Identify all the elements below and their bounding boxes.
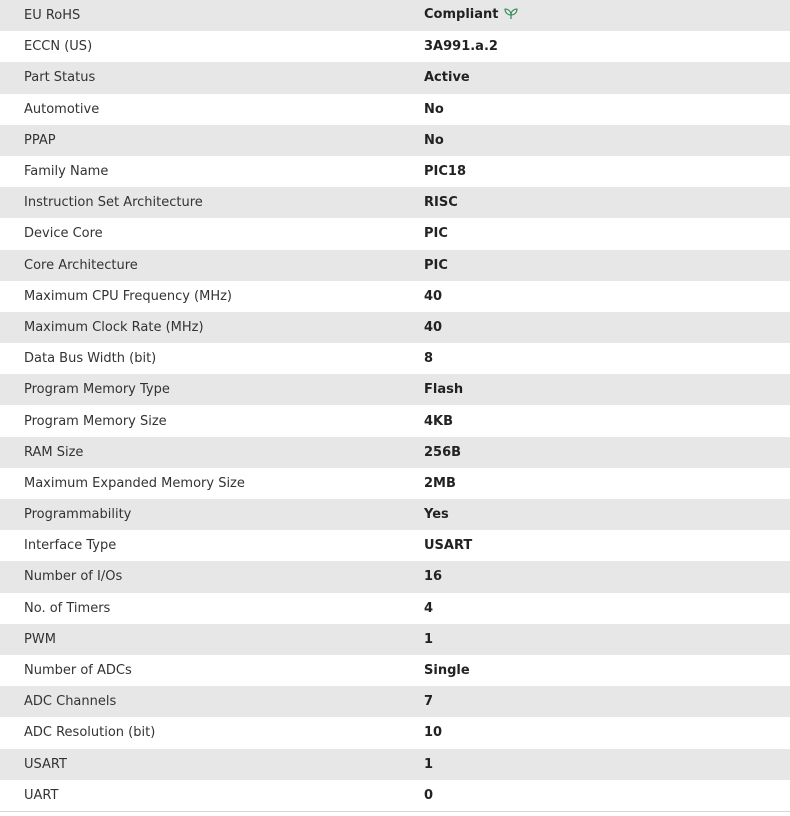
spec-value: 1 [424, 756, 434, 772]
spec-name: No. of Timers [24, 600, 111, 616]
spec-value: 0 [424, 787, 434, 803]
spec-value: PIC [424, 257, 448, 273]
spec-row [0, 530, 790, 561]
spec-name: UART [24, 787, 59, 803]
spec-value: 2MB [424, 475, 456, 491]
spec-name: RAM Size [24, 444, 84, 460]
spec-row [0, 31, 790, 62]
spec-name: ADC Resolution (bit) [24, 725, 156, 741]
spec-row [0, 561, 790, 592]
spec-name: Maximum CPU Frequency (MHz) [24, 288, 232, 304]
spec-value: Active [424, 70, 470, 86]
spec-row [0, 187, 790, 218]
spec-row [0, 405, 790, 436]
spec-value-text: Compliant [424, 7, 499, 23]
spec-value: USART [424, 538, 473, 554]
spec-row [0, 0, 790, 31]
spec-row [0, 468, 790, 499]
spec-row [0, 686, 790, 717]
spec-row [0, 125, 790, 156]
spec-value: PIC [424, 226, 448, 242]
leaf-icon [504, 8, 518, 24]
table-bottom-divider [0, 811, 790, 812]
spec-name: Data Bus Width (bit) [24, 351, 157, 367]
spec-name: USART [24, 756, 67, 772]
spec-value: No [424, 101, 444, 117]
spec-name: Maximum Expanded Memory Size [24, 475, 245, 491]
spec-name: PWM [24, 631, 56, 647]
spec-name: Automotive [24, 101, 100, 117]
spec-name: Number of ADCs [24, 663, 132, 679]
spec-value: 10 [424, 725, 443, 741]
spec-name: Part Status [24, 70, 96, 86]
spec-name: Programmability [24, 507, 132, 523]
spec-value: 7 [424, 694, 434, 710]
spec-value: 256B [424, 444, 462, 460]
spec-value: 4 [424, 600, 434, 616]
spec-row [0, 281, 790, 312]
spec-name: Program Memory Size [24, 413, 167, 429]
spec-value: 40 [424, 319, 443, 335]
spec-row [0, 62, 790, 93]
spec-name: Device Core [24, 226, 103, 242]
spec-name: ADC Channels [24, 694, 117, 710]
spec-row [0, 94, 790, 125]
spec-row [0, 749, 790, 780]
spec-value [412, 0, 790, 31]
spec-value: RISC [424, 195, 458, 211]
spec-name: Program Memory Type [24, 382, 170, 398]
spec-value: 4KB [424, 413, 454, 429]
spec-row [0, 593, 790, 624]
spec-name: Instruction Set Architecture [24, 195, 203, 211]
spec-row [0, 717, 790, 748]
spec-value: Flash [424, 382, 464, 398]
spec-row [0, 250, 790, 281]
spec-name: EU RoHS [24, 8, 81, 24]
spec-row [0, 780, 790, 811]
spec-row [0, 499, 790, 530]
spec-value: Yes [424, 507, 449, 523]
spec-value: 40 [424, 288, 443, 304]
spec-row [0, 156, 790, 187]
spec-value: No [424, 132, 444, 148]
spec-name: Number of I/Os [24, 569, 123, 585]
spec-row [0, 437, 790, 468]
spec-value: 8 [424, 351, 434, 367]
spec-row [0, 624, 790, 655]
spec-value: 3A991.a.2 [424, 39, 498, 55]
spec-value: 1 [424, 631, 434, 647]
spec-value: 16 [424, 569, 443, 585]
spec-value: PIC18 [424, 164, 466, 180]
spec-value: Single [424, 663, 470, 679]
spec-row [0, 312, 790, 343]
spec-row [0, 218, 790, 249]
spec-name: Core Architecture [24, 257, 138, 273]
spec-name: PPAP [24, 132, 56, 148]
spec-name: ECCN (US) [24, 39, 93, 55]
spec-row [0, 374, 790, 405]
spec-name: Interface Type [24, 538, 117, 554]
spec-row [0, 343, 790, 374]
spec-row [0, 655, 790, 686]
spec-name: Family Name [24, 164, 109, 180]
spec-name: Maximum Clock Rate (MHz) [24, 319, 204, 335]
